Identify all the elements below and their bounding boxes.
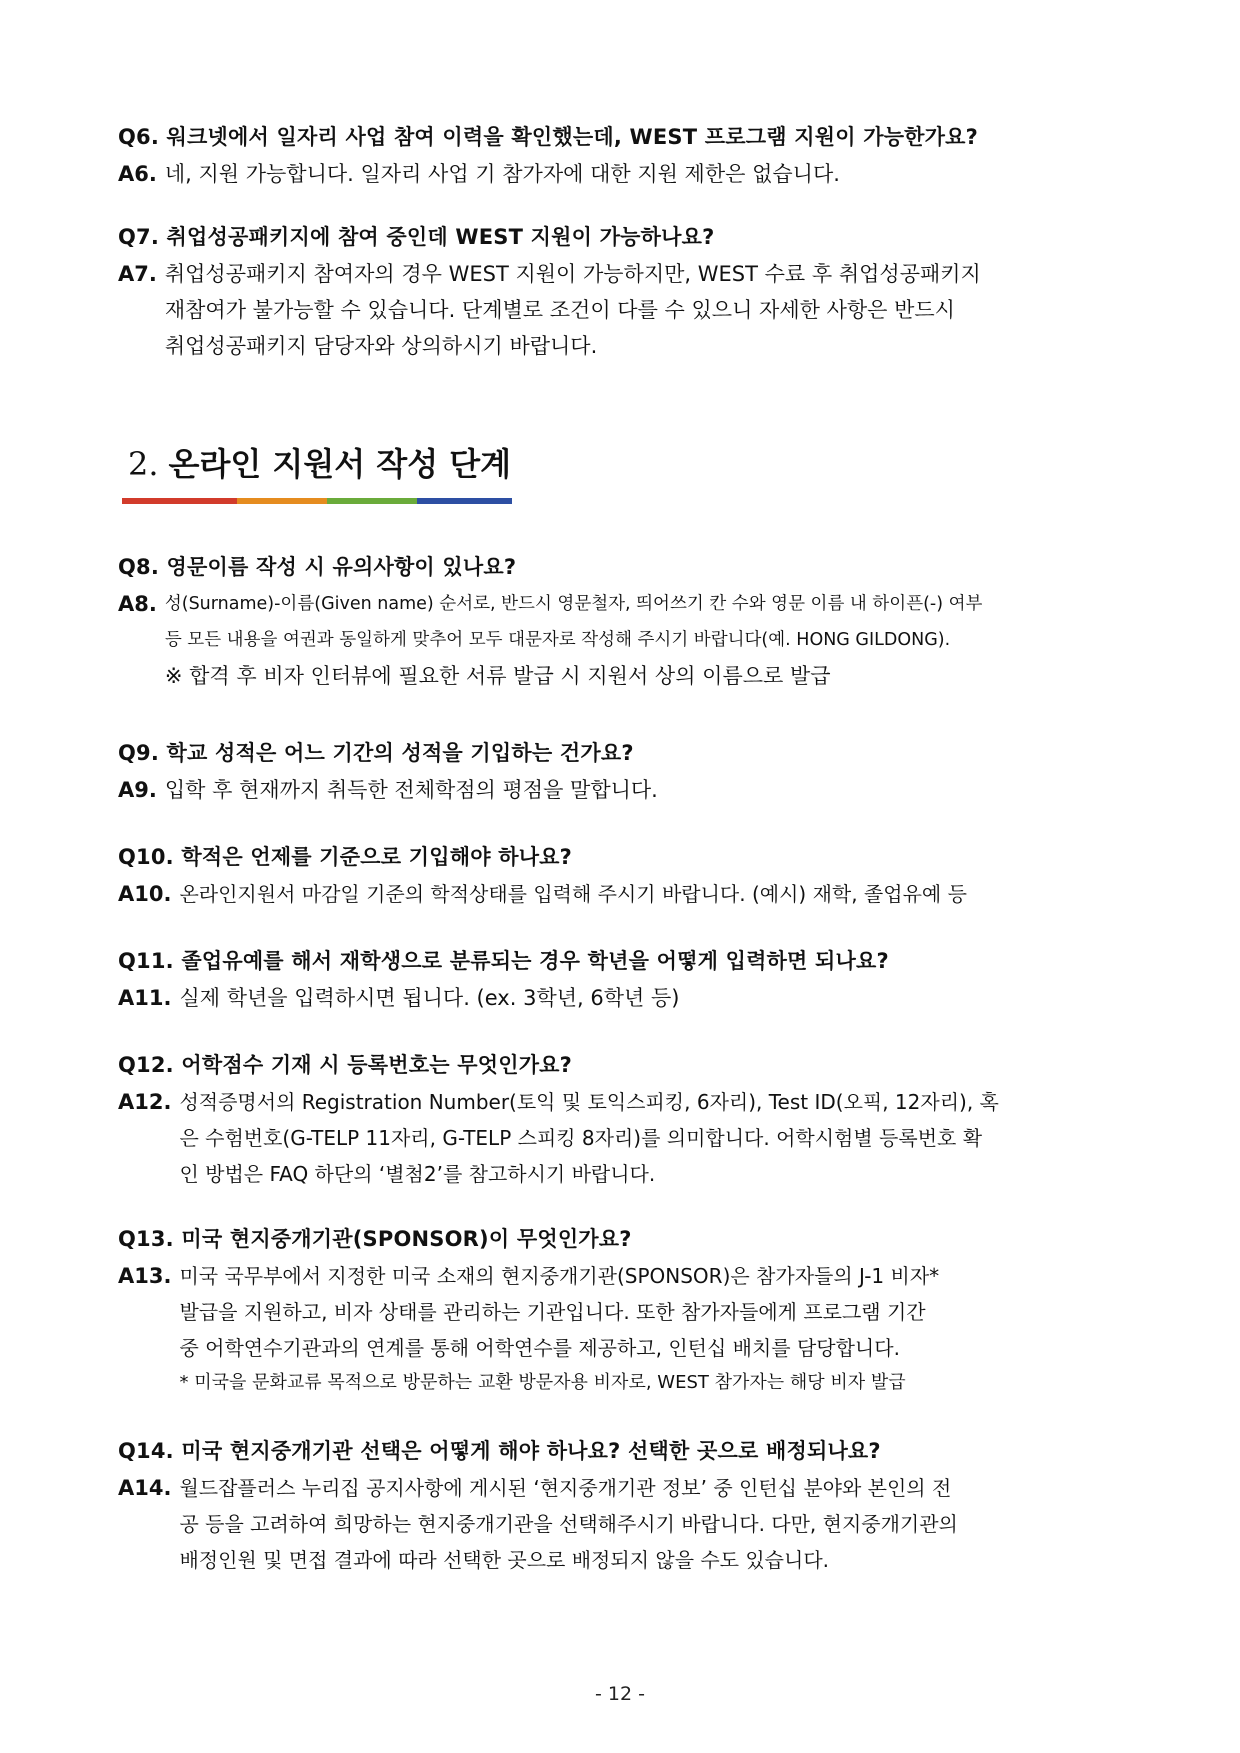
answer-label: A13. — [118, 1264, 172, 1288]
underline-segment-green — [327, 498, 417, 504]
answer-line: 배정인원 및 면접 결과에 따라 선택한 곳으로 배정되지 않을 수도 있습니다. — [179, 1548, 829, 1572]
qa-item-q13 — [118, 1224, 1133, 1400]
answer-line: 월드잡플러스 누리집 공지사항에 게시된 ‘현지중개기관 정보’ 중 인턴십 분야와 본인의 전 — [179, 1476, 952, 1500]
question-q10: Q10. 학적은 언제를 기준으로 기입해야 하나요? — [118, 845, 573, 869]
answer-body — [165, 586, 1133, 694]
answer-label: A10. — [118, 882, 172, 906]
answer-a12 — [118, 1084, 1133, 1192]
section-title-text: 온라인 지원서 작성 단계 — [168, 445, 512, 483]
answer-a7 — [118, 256, 1133, 364]
answer-body — [165, 256, 1133, 364]
answer-a10 — [118, 876, 1133, 912]
underline-segment-red — [122, 498, 237, 504]
answer-label: A14. — [118, 1476, 172, 1500]
answer-a8 — [118, 586, 1133, 694]
answer-body — [179, 1258, 1133, 1400]
answer-body — [179, 980, 1133, 1016]
answer-label: A12. — [118, 1090, 172, 1114]
section-rainbow-underline — [122, 498, 512, 504]
question-q12: Q12. 어학점수 기재 시 등록번호는 무엇인가요? — [118, 1053, 573, 1077]
section-number: 2. — [128, 445, 159, 483]
question-q9: Q9. 학교 성적은 어느 기간의 성적을 기입하는 건가요? — [118, 741, 634, 765]
answer-a6 — [118, 156, 1133, 192]
answer-line: 중 어학연수기관과의 연계를 통해 어학연수를 제공하고, 인턴십 배치를 담당합니다. — [179, 1336, 900, 1360]
answer-line: 온라인지원서 마감일 기준의 학적상태를 입력해 주시기 바랍니다. (예시) 재학, 졸업유예 등 — [179, 882, 967, 906]
answer-body — [179, 876, 1133, 912]
answer-line: 성적증명서의 Registration Number(토익 및 토익스피킹, 6자리), Test ID(오픽, 12자리), 혹 — [179, 1090, 999, 1114]
qa-item-q7 — [118, 222, 1133, 364]
answer-line: 재참여가 불가능할 수 있습니다. 단계별로 조건이 다를 수 있으니 자세한 사항은 반드시 — [164, 298, 955, 322]
underline-segment-blue — [417, 498, 512, 504]
answer-line: 인 방법은 FAQ 하단의 ‘별첨2’를 참고하시기 바랍니다. — [179, 1162, 656, 1186]
answer-line: 취업성공패키지 참여자의 경우 WEST 지원이 가능하지만, WEST 수료 후 취업성공패키지 — [164, 262, 981, 286]
answer-body — [165, 772, 1133, 808]
answer-a14 — [118, 1470, 1133, 1578]
question-q7: Q7. 취업성공패키지에 참여 중인데 WEST 지원이 가능하나요? — [118, 225, 715, 249]
answer-a9 — [118, 772, 1133, 808]
page-number: - 12 - — [595, 1683, 645, 1705]
question-q13: Q13. 미국 현지중개기관(SPONSOR)이 무엇인가요? — [118, 1227, 632, 1251]
qa-item-q8 — [118, 552, 1133, 694]
answer-label: A8. — [118, 592, 157, 616]
question-q11: Q11. 졸업유예를 해서 재학생으로 분류되는 경우 학년을 어떻게 입력하면 되나요? — [118, 949, 889, 973]
answer-a11 — [118, 980, 1133, 1016]
qa-item-q9 — [118, 738, 1133, 808]
answer-body — [179, 1470, 1133, 1578]
answer-a13 — [118, 1258, 1133, 1400]
question-q6: Q6. 워크넷에서 일자리 사업 참여 이력을 확인했는데, WEST 프로그램 지원이 가능한가요? — [118, 125, 979, 149]
question-q8: Q8. 영문이름 작성 시 유의사항이 있나요? — [118, 555, 517, 579]
qa-item-q6 — [118, 122, 1133, 192]
question-q14: Q14. 미국 현지중개기관 선택은 어떻게 해야 하나요? 선택한 곳으로 배정되나요? — [118, 1439, 881, 1463]
answer-line: 발급을 지원하고, 비자 상태를 관리하는 기관입니다. 또한 참가자들에게 프로그램 기간 — [179, 1300, 926, 1324]
answer-body — [179, 1084, 1133, 1192]
answer-line: 미국 국무부에서 지정한 미국 소재의 현지중개기관(SPONSOR)은 참가자들의 J-1 비자* — [179, 1264, 940, 1288]
answer-label: A7. — [118, 262, 157, 286]
answer-body — [165, 156, 1133, 192]
answer-line: 공 등을 고려하여 희망하는 현지중개기관을 선택해주시기 바랍니다. 다만, 현지중개기관의 — [179, 1512, 958, 1536]
underline-segment-orange — [237, 498, 327, 504]
answer-line: 입학 후 현재까지 취득한 전체학점의 평점을 말합니다. — [164, 778, 658, 802]
qa-item-q12 — [118, 1050, 1133, 1192]
qa-item-q11 — [118, 946, 1133, 1016]
answer-label: A11. — [118, 986, 172, 1010]
answer-label: A6. — [118, 162, 157, 186]
answer-line: 취업성공패키지 담당자와 상의하시기 바랍니다. — [164, 334, 598, 358]
footnote-line: * 미국을 문화교류 목적으로 방문하는 교환 방문자용 비자로, WEST 참가자는 해당 비자 발급 — [179, 1372, 906, 1393]
qa-item-q10 — [118, 842, 1133, 912]
answer-line: 은 수험번호(G-TELP 11자리, G-TELP 스피킹 8자리)를 의미합니다. 어학시험별 등록번호 확 — [179, 1126, 983, 1150]
answer-line: 성(Surname)-이름(Given name) 순서로, 반드시 영문철자, 띄어쓰기 칸 수와 영문 이름 내 하이픈(-) 여부 — [164, 594, 983, 614]
answer-note-line: ※ 합격 후 비자 인터뷰에 필요한 서류 발급 시 지원서 상의 이름으로 발급 — [164, 664, 831, 688]
answer-line: 등 모든 내용을 여권과 동일하게 맞추어 모두 대문자로 작성해 주시기 바랍니다(예. HONG GILDONG). — [164, 630, 951, 650]
answer-line: 네, 지원 가능합니다. 일자리 사업 기 참가자에 대한 지원 제한은 없습니다. — [164, 162, 840, 186]
answer-line: 실제 학년을 입력하시면 됩니다. (ex. 3학년, 6학년 등) — [179, 986, 680, 1010]
section-heading — [128, 442, 511, 486]
answer-label: A9. — [118, 778, 157, 802]
qa-item-q14 — [118, 1436, 1133, 1578]
